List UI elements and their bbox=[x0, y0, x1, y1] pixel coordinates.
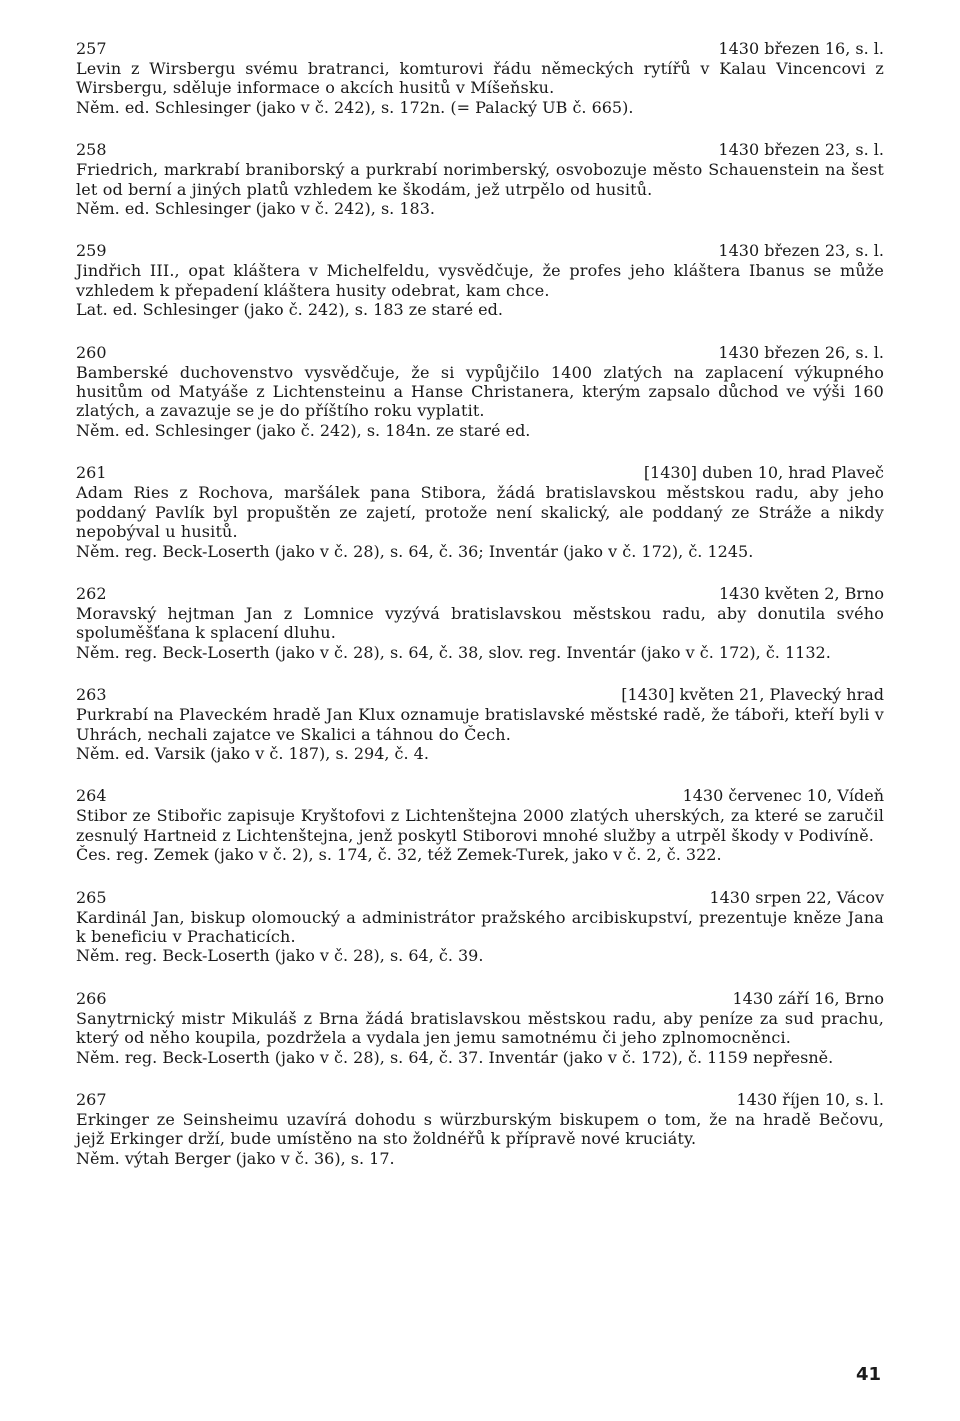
entry-source: Lat. ed. Schlesinger (jako č. 242), s. 183 ze staré ed. bbox=[76, 300, 503, 320]
entry-number: 261 bbox=[76, 463, 107, 483]
entry-text: Adam Ries z Rochova, maršálek pana Stibora, žádá bratislavskou městskou radu, aby jeho poddaný Pavlík byl propuštěn ze zajetí, protože není skalický, ale poddaný ze Stráže a nikdy nepobýval u husitů. bbox=[76, 483, 884, 542]
entry-text: Erkinger ze Seinsheimu uzavírá dohodu s würzburským biskupem o tom, že na hradě Bečovu, jejž Erkinger drží, bude umístěno na sto žoldnéřů k přípravě nové kruciáty. bbox=[76, 1110, 884, 1149]
entry-source: Něm. ed. Schlesinger (jako v č. 242), s. 183. bbox=[76, 199, 435, 219]
entry-267 bbox=[76, 1089, 884, 1168]
entry-source: Čes. reg. Zemek (jako v č. 2), s. 174, č. 32, též Zemek-Turek, jako v č. 2, č. 322. bbox=[76, 845, 722, 865]
entry-header bbox=[76, 785, 884, 806]
entry-date: 1430 březen 26, s. l. bbox=[718, 342, 884, 362]
entry-header bbox=[76, 342, 884, 363]
entry-source: Něm. reg. Beck-Loserth (jako v č. 28), s. 64, č. 37. Inventár (jako v č. 172), č. 1159 nepřesně. bbox=[76, 1047, 834, 1067]
entry-header bbox=[76, 38, 884, 59]
entry-265 bbox=[76, 887, 884, 966]
entry-text: Sanytrnický mistr Mikuláš z Brna žádá bratislavskou městskou radu, aby peníze za sud prachu, který od něho koupila, pozdržela a vydala jen jemu samotnému či jeho zplnomocněnci. bbox=[76, 1008, 884, 1048]
entry-264 bbox=[76, 785, 884, 864]
entry-259 bbox=[76, 240, 884, 319]
entry-258 bbox=[76, 139, 884, 218]
entry-number: 266 bbox=[76, 988, 107, 1008]
entry-header bbox=[76, 887, 884, 908]
entry-text: Purkrabí na Plaveckém hradě Jan Klux oznamuje bratislavské městské radě, že táboři, kteří byli v Uhrách, nechali zajatce ve Skalici a táhnou do Čech. bbox=[76, 705, 884, 744]
entry-date: 1430 březen 16, s. l. bbox=[718, 39, 884, 58]
entry-header bbox=[76, 240, 884, 261]
entry-text: Stibor ze Stibořic zapisuje Kryštofovi z Lichtenštejna 2000 zlatých uherských, za které se zaručil zesnulý Hartneid z Lichtenštejna, jenž poskytl Stiborovi mnohé služby a utrpěl škody v Podivíně. bbox=[76, 806, 884, 845]
entry-date: [1430] duben 10, hrad Plaveč bbox=[643, 463, 884, 483]
entry-text: Friedrich, markrabí braniborský a purkrabí norimberský, osvobozuje město Schauenstein na šest let od berní a jiných platů vzhledem ke škodám, jež utrpělo od husitů. bbox=[76, 160, 884, 199]
entry-number: 264 bbox=[76, 786, 107, 806]
entry-number: 262 bbox=[76, 583, 107, 603]
entry-date: 1430 srpen 22, Vácov bbox=[709, 887, 884, 907]
entry-source: Něm. ed. Schlesinger (jako v č. 242), s. 172n. (= Palacký UB č. 665). bbox=[76, 97, 634, 117]
entry-date: 1430 březen 23, s. l. bbox=[718, 140, 884, 160]
entry-257 bbox=[76, 38, 884, 117]
entry-text: Levin z Wirsbergu svému bratranci, komturovi řádu německých rytířů v Kalau Vincencovi z Wirsbergu, sděluje informace o akcích husitů v Míšeňsku. bbox=[76, 59, 884, 98]
entry-source: Něm. reg. Beck-Loserth (jako v č. 28), s. 64, č. 38, slov. reg. Inventár (jako v č. 172), č. 1132. bbox=[76, 642, 831, 662]
entry-date: [1430] květen 21, Plavecký hrad bbox=[621, 685, 884, 705]
document-body bbox=[76, 38, 884, 1190]
entry-number: 259 bbox=[76, 241, 107, 261]
page-number: 41 bbox=[856, 1364, 882, 1385]
entry-number: 263 bbox=[76, 685, 107, 705]
entry-262 bbox=[76, 583, 884, 662]
entry-number: 260 bbox=[76, 342, 107, 362]
entry-source: Něm. reg. Beck-Loserth (jako v č. 28), s. 64, č. 36; Inventár (jako v č. 172), č. 1245. bbox=[76, 541, 754, 561]
entry-date: 1430 květen 2, Brno bbox=[719, 583, 884, 603]
entry-text: Kardinál Jan, biskup olomoucký a administrátor pražského arcibiskupství, prezentuje kněze Jana k beneficiu v Prachaticích. bbox=[76, 907, 884, 946]
entry-263 bbox=[76, 684, 884, 763]
entry-header bbox=[76, 988, 884, 1009]
entry-source: Něm. výtah Berger (jako v č. 36), s. 17. bbox=[76, 1148, 395, 1168]
entry-source: Něm. ed. Varsik (jako v č. 187), s. 294, č. 4. bbox=[76, 743, 429, 763]
entry-header bbox=[76, 462, 884, 483]
entry-source: Něm. reg. Beck-Loserth (jako v č. 28), s. 64, č. 39. bbox=[76, 946, 484, 966]
entry-header bbox=[76, 139, 884, 160]
entry-text: Bamberské duchovenstvo vysvědčuje, že si vypůjčilo 1400 zlatých na zaplacení výkupného husitům od Matyáše z Lichtensteinu a Hanse Christanera, kterým zapsalo důchod ve výši 160 zlatých, a zavazuje se je do příštího roku vyplatit. bbox=[76, 362, 884, 421]
entry-number: 257 bbox=[76, 39, 107, 58]
entry-text: Jindřich III., opat kláštera v Michelfeldu, vysvědčuje, že profes jeho kláštera Ibanus se může vzhledem k přepadení kláštera husity odebrat, kam chce. bbox=[76, 261, 884, 300]
entry-text: Moravský hejtman Jan z Lomnice vyzývá bratislavskou městskou radu, aby donutila svého spoluměšťana k splacení dluhu. bbox=[76, 603, 884, 643]
entry-number: 265 bbox=[76, 887, 107, 907]
entry-date: 1430 březen 23, s. l. bbox=[718, 241, 884, 261]
entry-source: Něm. ed. Schlesinger (jako č. 242), s. 184n. ze staré ed. bbox=[76, 420, 531, 440]
entry-date: 1430 září 16, Brno bbox=[732, 988, 884, 1008]
entry-header bbox=[76, 684, 884, 705]
entry-header bbox=[76, 1089, 884, 1110]
entry-number: 267 bbox=[76, 1090, 107, 1109]
entry-date: 1430 červenec 10, Vídeň bbox=[682, 786, 884, 806]
entry-date: 1430 říjen 10, s. l. bbox=[736, 1090, 884, 1109]
entry-number: 258 bbox=[76, 140, 107, 160]
entry-260 bbox=[76, 342, 884, 441]
entry-header bbox=[76, 583, 884, 604]
entry-266 bbox=[76, 988, 884, 1067]
entry-261 bbox=[76, 462, 884, 561]
